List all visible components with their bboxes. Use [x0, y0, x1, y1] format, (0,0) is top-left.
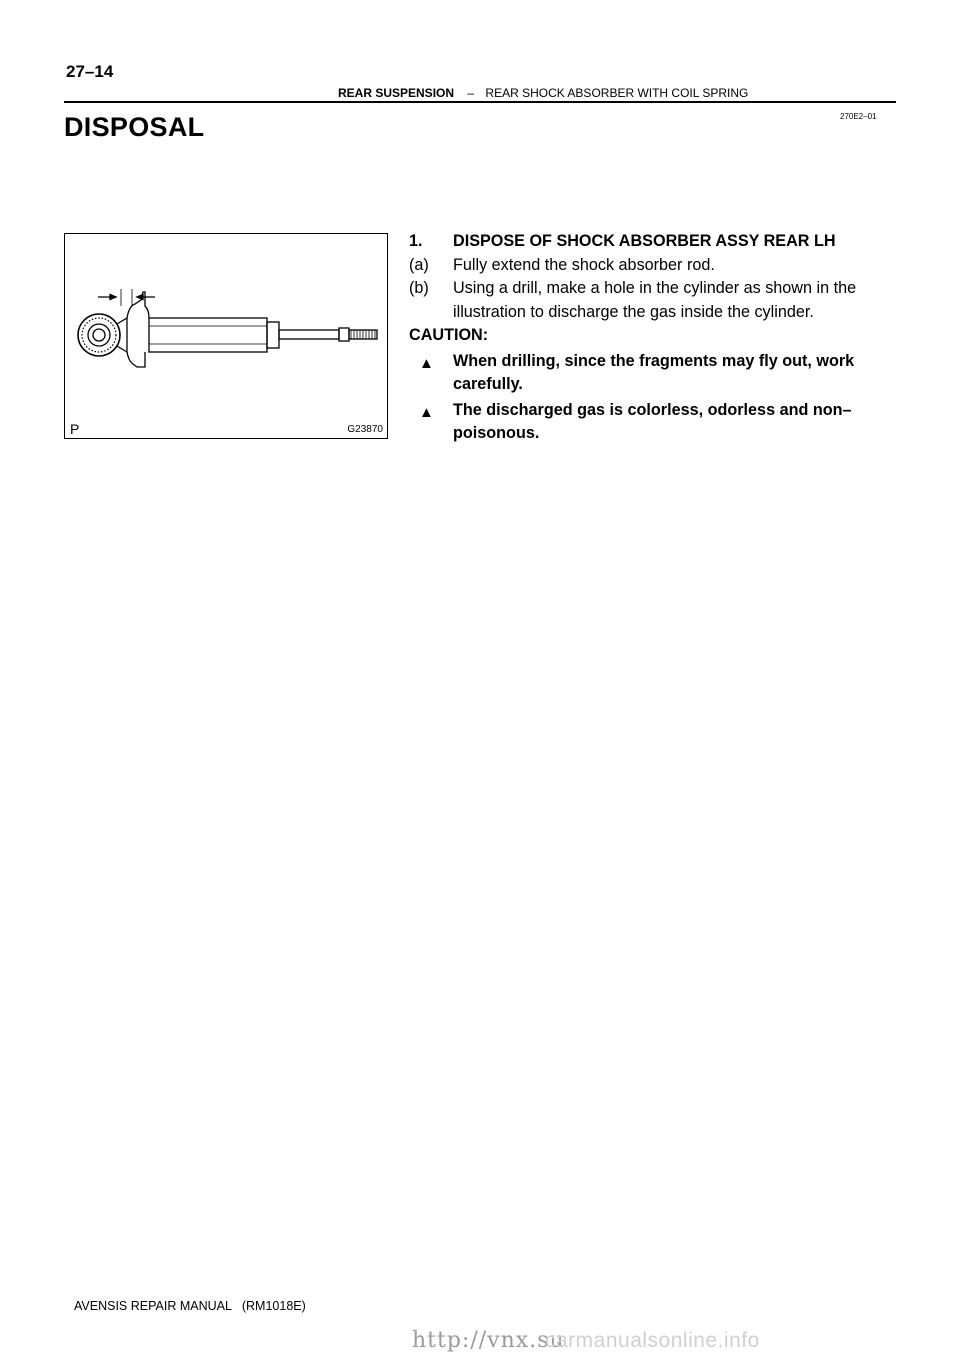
warning-triangle-icon: ▲ — [419, 354, 434, 372]
procedure-content — [409, 230, 899, 446]
step-1-label: 1. — [409, 232, 423, 250]
watermark: carmanualsonline.info — [545, 1329, 760, 1352]
step-b — [409, 277, 899, 324]
warning-triangle-icon: ▲ — [419, 403, 434, 421]
step-a-label: (a) — [409, 255, 429, 274]
section-title: DISPOSAL — [64, 112, 205, 142]
figure-corner-letter: P — [70, 421, 80, 437]
step-b-label: (b) — [409, 279, 429, 297]
figure-code: G23870 — [347, 424, 383, 435]
step-1 — [409, 230, 899, 254]
header-rule — [64, 101, 896, 103]
header-subsection: REAR SHOCK ABSORBER WITH COIL SPRING — [485, 86, 749, 100]
caution-item — [409, 350, 899, 397]
caution-heading: CAUTION: — [409, 326, 489, 344]
step-a-text: Fully extend the shock absorber rod. — [453, 255, 715, 274]
step-1-text: DISPOSE OF SHOCK ABSORBER ASSY REAR LH — [453, 232, 836, 250]
caution-item-text: When drilling, since the fragments may fly out, work carefully. — [453, 351, 855, 393]
doc-code: 270E2–01 — [840, 112, 877, 121]
header-separator: – — [467, 86, 475, 100]
caution-item-text: The discharged gas is colorless, odorless and non–poisonous. — [453, 400, 852, 442]
step-a — [409, 254, 899, 278]
shock-absorber-illustration — [65, 234, 387, 438]
footer-manual: AVENSIS REPAIR MANUAL (RM1018E) — [74, 1299, 306, 1313]
page-number: 27–14 — [66, 62, 114, 81]
header-section: REAR SUSPENSION — [338, 86, 455, 100]
figure-shock-absorber — [64, 233, 388, 439]
header-title — [338, 86, 748, 100]
footer-url[interactable]: http://vnx.su — [412, 1328, 565, 1353]
step-b-text: Using a drill, make a hole in the cylinder as shown in the illustration to discharge the gas inside the cylinder. — [453, 279, 857, 321]
caution-item — [409, 399, 899, 446]
